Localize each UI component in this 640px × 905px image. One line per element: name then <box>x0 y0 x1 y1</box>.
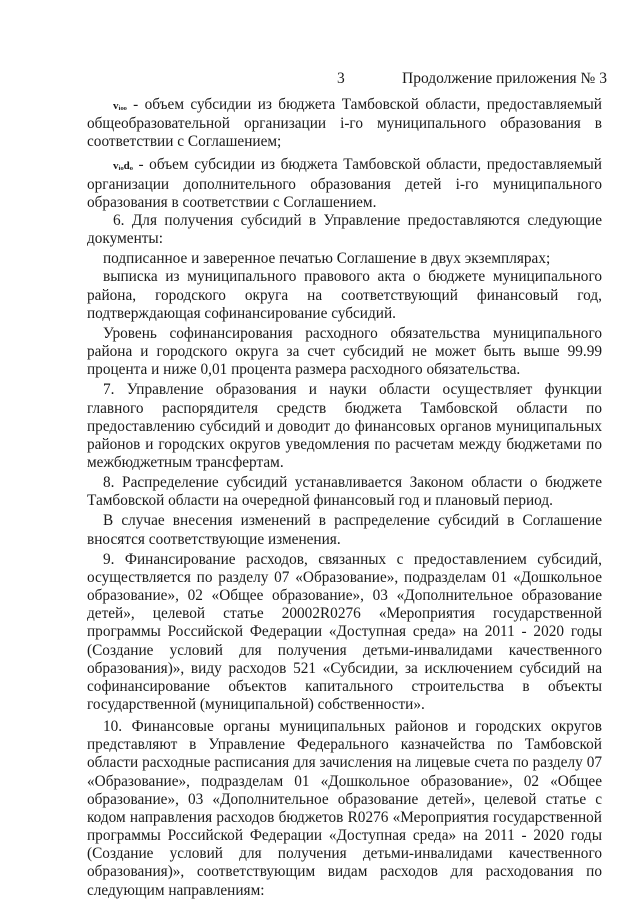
variable-marker: vᵢₒₒ <box>113 100 127 112</box>
paragraph: 8. Распределение субсидий устанавливается Законом области о бюджете Тамбовской области на очередной финансовый год и плановый период. <box>87 474 602 510</box>
paragraph: 9. Финансирование расходов, связанных с предоставлением субсидий, осуществляется по разделу 07 «Образование», подразделам 01 «Дошкольное образование», 02 «Общее образование», 03 «Дополнительное образование детей», целевой статье 20002R0276 «Мероприятия государственной программы Российской Федерации «Доступная среда» на 2011 - 2020 годы (Создание условий для получения детьми-инвалидами качественного образования)», виду расходов 521 «Субсидии, за исключением субсидий на софинансирование объектов капитального строительства в объекты государственной (муниципальной) собственности». <box>87 550 602 713</box>
appendix-label: Продолжение приложения № 3 <box>402 70 607 87</box>
paragraph <box>87 156 602 211</box>
paragraph <box>87 96 602 151</box>
paragraph: 6. Для получения субсидий в Управление предоставляются следующие документы: <box>87 211 602 248</box>
variable-marker: vᵢₒdₒ <box>113 160 133 173</box>
paragraph: выписка из муниципального правового акта о бюджете муниципального района, городского округа на соответствующий финансовый год, подтверждающая софинансирование субсидий. <box>87 268 602 322</box>
paragraph: 10. Финансовые органы муниципальных районов и городских округов представляют в Управление Федерального казначейства по Тамбовской области расходные расписания для зачисления на лицевые счета по разделу 07 «Образование», подразделам 01 «Дошкольное образование», 02 «Общее образование», 03 «Дополнительное образование детей», целевой статье с кодом направления расходов бюджетов R0276 «Мероприятия государственной программы Российской Федерации «Доступная среда» на 2011 - 2020 годы (Создание условий для получения детьми-инвалидами качественного образования)», соответствующим видам расходов для расходования по следующим направлениям: <box>87 718 602 899</box>
page-header <box>0 70 640 90</box>
page-number: 3 <box>337 70 345 87</box>
paragraph: В случае внесения изменений в распределение субсидий в Соглашение вносятся соответствующие изменения. <box>87 512 602 548</box>
paragraph-text: - объем субсидии из бюджета Тамбовской области, предоставляемый организации дополнительного образования детей i-го муниципального образования в соответствии с Соглашением. <box>87 156 602 211</box>
paragraph-text: - объем субсидии из бюджета Тамбовской области, предоставляемый общеобразовательной организации i-го муниципального образования в соответствии с Соглашением; <box>87 96 602 151</box>
document-body <box>87 96 602 900</box>
paragraph: 7. Управление образования и науки области осуществляет функции главного распорядителя средств бюджета Тамбовской области по предоставлению субсидий и доводит до финансовых органов муниципальных районов и городских округов уведомления по расчетам между бюджетами по межбюджетным трансфертам. <box>87 381 602 471</box>
paragraph: подписанное и заверенное печатью Соглашение в двух экземплярах; <box>103 250 551 268</box>
paragraph: Уровень софинансирования расходного обязательства муниципального района и городского округа за счет субсидий не может быть выше 99.99 процента и ниже 0,01 процента размера расходного обязательства. <box>87 324 602 379</box>
